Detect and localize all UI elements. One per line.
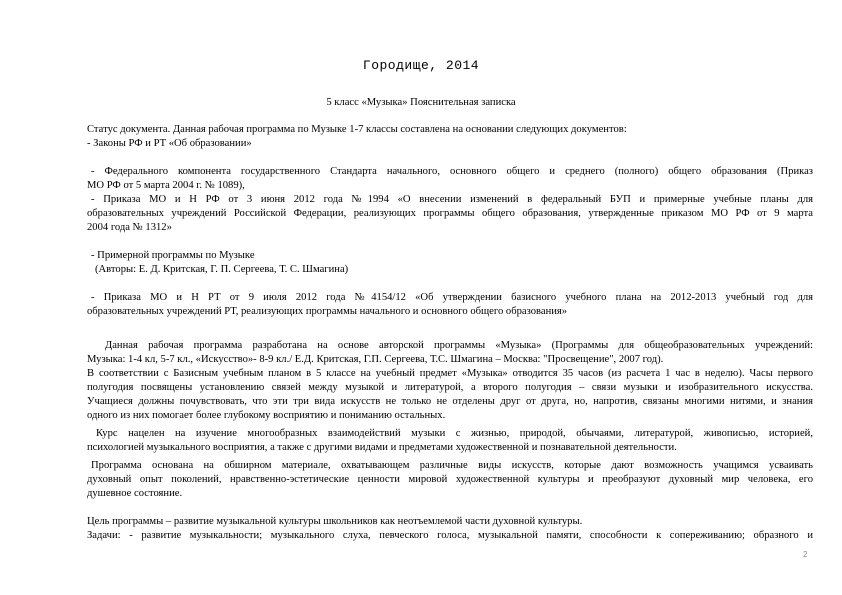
list-item: - Приказа МО и Н РФ от 3 июня 2012 года №1994 «О внесении изменений в федеральный БУП и примерные учебные планы для (91, 194, 813, 205)
tasks-line: Задачи: - развитие музыкальности; музыкального слуха, певческого голоса, музыкальной памяти, способности к сопереживанию; образного и (87, 530, 813, 541)
list-item-continuation: (Авторы: Е. Д. Критская, Г. П. Сергеева, Т. С. Шмагина) (95, 264, 349, 275)
paragraph-line: Музыка: 1-4 кл, 5-7 кл., «Искусство»- 8-9 кл./ Е.Д. Критская, Г.П. Сергеева, Т.С. Шмагина – Москва: "Просвещение", 2007 год). (87, 354, 664, 365)
list-item-continuation: МО РФ от 5 марта 2004 г. № 1089), (87, 180, 245, 191)
document-title: Городище, 2014 (362, 58, 480, 73)
paragraph-line: Учащиеся должны почувствовать, что эти три вида искусств не только не отделены друг от друга, но, напротив, связаны многими нитями, и знания (87, 396, 813, 407)
list-item-continuation: образовательных учреждений РТ, реализующих программы начального и основного общего образования» (87, 306, 568, 317)
paragraph-line: Данная рабочая программа разработана на основе авторской программы «Музыка» (Программы для общеобразовательных учреждений: (105, 340, 813, 351)
paragraph-line: душевное состояние. (87, 488, 183, 499)
goal-line: Цель программы – развитие музыкальной культуры школьников как неотъемлемой части духовной культуры. (87, 516, 583, 527)
paragraph-line: Курс нацелен на изучение многообразных взаимодействий музыки с жизнью, природой, обычаями, литературой, живописью, историей, (96, 428, 813, 439)
paragraph-line: духовный опыт поколений, нравственно-эстетические ценности мировой художественной культуры и преобразуют духовный мир человека, его (87, 474, 813, 485)
list-item-continuation: 2004 года № 1312» (87, 222, 172, 233)
paragraph-line: полугодия посвящены установлению связей между музыкой и литературой, а второго полугодия – связи музыки и изобразительного искусства. (87, 382, 813, 393)
paragraph-line: Программа основана на обширном материале, охватывающем различные виды искусств, которые дают возможность учащимся усваивать (91, 460, 813, 471)
paragraph-line: В соответствии с Базисным учебным планом в 5 классе на учебный предмет «Музыка» отводится 35 часов (из расчета 1 час в неделю). Часы первого (87, 368, 813, 379)
list-item-continuation: образовательных учреждений Российской Федерации, реализующих программы общего образования, утвержденные приказом МО РФ от 9 марта (87, 208, 813, 219)
paragraph-line: психологией музыкального восприятия, а также с другими видами и предметами художественной и познавательной деятельности. (87, 442, 677, 453)
list-item: - Примерной программы по Музыке (91, 250, 255, 261)
paragraph-line: одного из них помогает более глубокому восприятию и пониманию остальных. (87, 410, 446, 421)
list-item: - Законы РФ и РТ «Об образовании» (87, 138, 252, 149)
list-item: - Приказа МО и Н РТ от 9 июля 2012 года №4154/12 «Об утверждении базисного учебного плана на 2012-2013 учебный год для (91, 292, 813, 303)
page-number: 2 (803, 550, 808, 559)
status-line: Статус документа. Данная рабочая программа по Музыке 1-7 классы составлена на основании следующих документов: (87, 124, 627, 135)
list-item: - Федерального компонента государственного Стандарта начального, основного общего и среднего (полного) общего образования (Приказ (91, 166, 813, 177)
document-subtitle: 5 класс «Музыка» Пояснительная записка (326, 97, 516, 108)
